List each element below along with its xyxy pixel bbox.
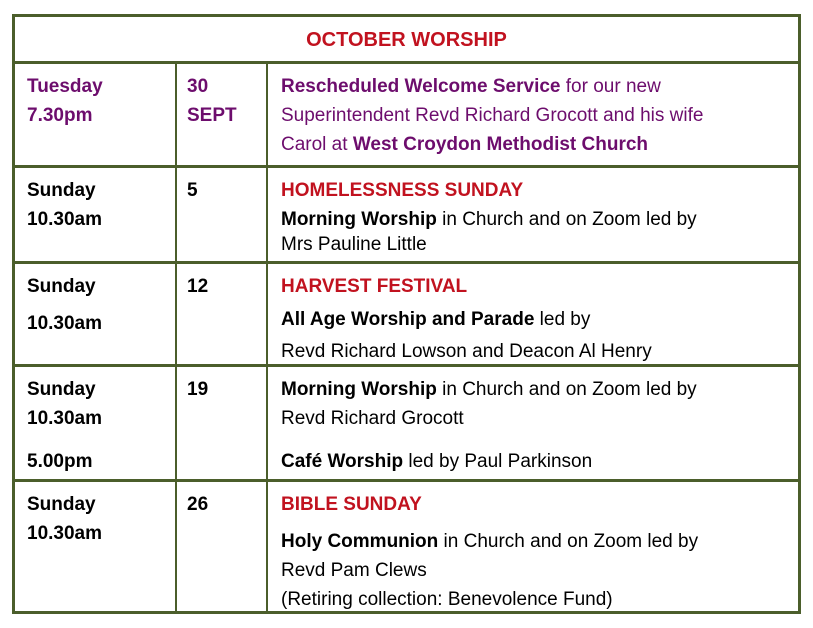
service-line	[281, 205, 798, 234]
service-name: Morning Worship	[281, 379, 437, 400]
service-line	[281, 130, 798, 159]
service-detail: Carol at	[281, 134, 353, 155]
service-line: Revd Richard Grocott	[281, 408, 464, 429]
service-detail: for our new	[560, 76, 661, 97]
service-line: Revd Richard Lowson and Deacon Al Henry	[281, 341, 652, 362]
day-cell	[15, 482, 175, 611]
date-number: 19	[187, 379, 209, 400]
time-label: 10.30am	[27, 209, 103, 230]
time-label: 5.00pm	[27, 451, 93, 472]
date-number: 26	[187, 494, 209, 515]
table-row	[15, 479, 798, 611]
day-label: Sunday	[27, 180, 96, 201]
time-label: 10.30am	[27, 408, 103, 429]
table-title: OCTOBER WORSHIP	[306, 29, 507, 51]
service-name: Holy Communion	[281, 531, 439, 552]
service-name: Rescheduled Welcome Service	[281, 76, 561, 97]
service-cell	[268, 168, 798, 261]
day-label: Sunday	[27, 276, 96, 297]
service-detail: led by	[534, 309, 591, 330]
service-line	[281, 447, 798, 476]
day-label: Sunday	[27, 379, 96, 400]
table-row	[15, 61, 798, 165]
service-detail: in Church and on Zoom led by	[438, 531, 699, 552]
service-cell	[268, 264, 798, 364]
event-heading: BIBLE SUNDAY	[281, 494, 422, 515]
service-cell	[268, 64, 798, 165]
day-label: Sunday	[27, 494, 96, 515]
service-name: Café Worship	[281, 451, 404, 472]
event-heading: HARVEST FESTIVAL	[281, 276, 468, 297]
day-label: Tuesday	[27, 76, 103, 97]
table-row	[15, 165, 798, 261]
day-cell	[15, 367, 175, 479]
service-detail: in Church and on Zoom led by	[436, 379, 697, 400]
service-line: Superintendent Revd Richard Grocott and his wife	[281, 105, 704, 126]
service-line	[281, 72, 798, 101]
date-number: 5	[187, 180, 198, 201]
service-detail: led by Paul Parkinson	[403, 451, 593, 472]
date-number: 12	[187, 276, 209, 297]
time-label: 7.30pm	[27, 105, 93, 126]
day-cell	[15, 264, 175, 364]
service-line: Revd Pam Clews	[281, 560, 427, 581]
date-month: SEPT	[187, 105, 237, 126]
service-line: (Retiring collection: Benevolence Fund)	[281, 589, 613, 610]
event-heading: HOMELESSNESS SUNDAY	[281, 180, 524, 201]
service-detail: in Church and on Zoom led by	[436, 209, 697, 230]
date-cell	[175, 264, 268, 364]
service-name: All Age Worship and Parade	[281, 309, 535, 330]
date-cell	[175, 482, 268, 611]
date-cell	[175, 168, 268, 261]
table-row	[15, 261, 798, 364]
service-line	[281, 305, 798, 334]
time-label: 10.30am	[27, 523, 103, 544]
date-cell	[175, 367, 268, 479]
time-label: 10.30am	[27, 313, 103, 334]
date-cell	[175, 64, 268, 165]
service-line: Mrs Pauline Little	[281, 234, 427, 255]
venue-name: West Croydon Methodist Church	[352, 134, 649, 155]
day-cell	[15, 168, 175, 261]
table-row	[15, 364, 798, 479]
service-cell	[268, 482, 798, 611]
service-name: Morning Worship	[281, 209, 437, 230]
day-cell	[15, 64, 175, 165]
service-line	[281, 375, 798, 404]
service-cell	[268, 367, 798, 479]
date-number: 30	[187, 76, 209, 97]
service-line	[281, 527, 798, 556]
worship-table	[12, 14, 801, 614]
